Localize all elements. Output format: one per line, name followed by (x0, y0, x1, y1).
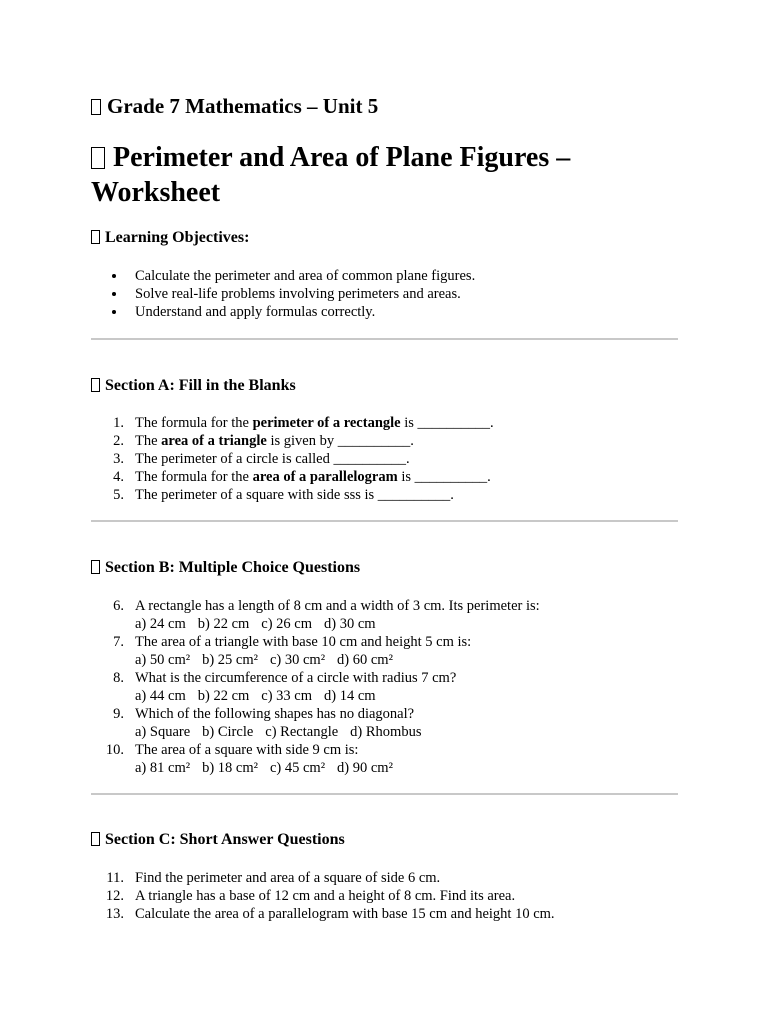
section-a-heading-text: Section A: Fill in the Blanks (105, 377, 296, 394)
list-item (91, 633, 540, 669)
answer-options (135, 615, 540, 633)
option: b) 25 cm² (202, 652, 258, 668)
missing-glyph-icon (91, 378, 100, 392)
option: a) 50 cm² (135, 652, 191, 668)
option: b) 22 cm (197, 688, 250, 704)
answer-options (135, 651, 540, 669)
section-b-list (91, 597, 540, 777)
divider (91, 793, 678, 795)
option: a) Square (135, 724, 191, 740)
list-item (91, 705, 540, 741)
objectives-heading (91, 229, 249, 247)
page-title-text: Perimeter and Area of Plane Figures – Worksheet (91, 142, 571, 208)
item-text: is given by __________. (266, 433, 414, 449)
question-text: The area of a triangle with base 10 cm and height 5 cm is: (135, 634, 472, 650)
option: b) 22 cm (197, 616, 250, 632)
question-text: Which of the following shapes has no diagonal? (135, 706, 415, 722)
item-number: 5. (113, 487, 124, 503)
item-number: 1. (113, 415, 124, 431)
item-number: 11. (106, 870, 124, 886)
item-number: 10. (105, 742, 124, 758)
missing-glyph-icon (91, 147, 105, 169)
objectives-list (91, 267, 475, 321)
section-b-heading-text: Section B: Multiple Choice Questions (105, 559, 361, 576)
section-a-heading (91, 377, 296, 395)
option: d) 14 cm (324, 688, 376, 704)
item-number: 2. (113, 433, 124, 449)
list-item (91, 669, 540, 705)
list-item (91, 905, 555, 923)
item-text: is __________. (397, 469, 491, 485)
list-item (91, 887, 555, 905)
item-text: The perimeter of a square with side sss is __________. (135, 487, 454, 503)
list-item (91, 741, 540, 777)
question-text: What is the circumference of a circle with radius 7 cm? (135, 670, 457, 686)
missing-glyph-icon (91, 230, 100, 244)
list-item (91, 486, 494, 504)
option: b) 18 cm² (202, 760, 258, 776)
option: d) 90 cm² (337, 760, 393, 776)
item-number: 6. (113, 598, 124, 614)
option: d) Rhombus (350, 724, 422, 740)
item-number: 13. (105, 906, 124, 922)
question-text: The area of a square with side 9 cm is: (135, 742, 359, 758)
item-number: 8. (113, 670, 124, 686)
option: a) 44 cm (135, 688, 186, 704)
item-bold-text: perimeter of a rectangle (252, 415, 401, 431)
list-item (91, 450, 494, 468)
option: a) 24 cm (135, 616, 186, 632)
missing-glyph-icon (91, 560, 100, 574)
item-text: The formula for the (135, 469, 253, 485)
option: d) 30 cm (324, 616, 376, 632)
option: c) 30 cm² (269, 652, 326, 668)
objectives-heading-text: Learning Objectives: (105, 229, 250, 246)
item-bold-text: area of a parallelogram (252, 469, 398, 485)
item-number: 3. (113, 451, 124, 467)
item-bold-text: area of a triangle (161, 433, 267, 449)
option: b) Circle (202, 724, 254, 740)
option: c) 26 cm (261, 616, 313, 632)
option: c) Rectangle (265, 724, 339, 740)
list-item: Calculate the perimeter and area of common plane figures. (91, 267, 475, 285)
list-item: Solve real-life problems involving perimeters and areas. (91, 285, 475, 303)
question-text: A triangle has a base of 12 cm and a height of 8 cm. Find its area. (135, 888, 516, 904)
option: d) 60 cm² (337, 652, 393, 668)
section-c-list (91, 869, 555, 923)
divider (91, 520, 678, 522)
list-item (91, 597, 540, 633)
section-c-heading (91, 831, 345, 849)
item-text: is __________. (400, 415, 494, 431)
question-text: Find the perimeter and area of a square of side 6 cm. (135, 870, 441, 886)
item-number: 7. (113, 634, 124, 650)
answer-options (135, 687, 540, 705)
page-title (91, 140, 691, 210)
unit-heading-text: Grade 7 Mathematics – Unit 5 (107, 94, 379, 118)
item-text: The perimeter of a circle is called __________. (135, 451, 410, 467)
item-number: 4. (113, 469, 124, 485)
missing-glyph-icon (91, 832, 100, 846)
missing-glyph-icon (91, 99, 101, 115)
section-b-heading (91, 559, 360, 577)
question-text: Calculate the area of a parallelogram with base 15 cm and height 10 cm. (135, 906, 555, 922)
list-item (91, 468, 494, 486)
item-number: 9. (113, 706, 124, 722)
option: a) 81 cm² (135, 760, 191, 776)
section-a-list (91, 414, 494, 504)
divider (91, 338, 678, 340)
option: c) 33 cm (261, 688, 313, 704)
question-text: A rectangle has a length of 8 cm and a width of 3 cm. Its perimeter is: (135, 598, 540, 614)
item-text: The formula for the (135, 415, 253, 431)
option: c) 45 cm² (269, 760, 326, 776)
answer-options (135, 723, 540, 741)
item-text: The (135, 433, 162, 449)
list-item (91, 869, 555, 887)
answer-options (135, 759, 540, 777)
list-item (91, 432, 494, 450)
list-item: Understand and apply formulas correctly. (91, 303, 475, 321)
list-item (91, 414, 494, 432)
section-c-heading-text: Section C: Short Answer Questions (105, 831, 345, 848)
item-number: 12. (105, 888, 124, 904)
unit-heading (91, 94, 378, 119)
